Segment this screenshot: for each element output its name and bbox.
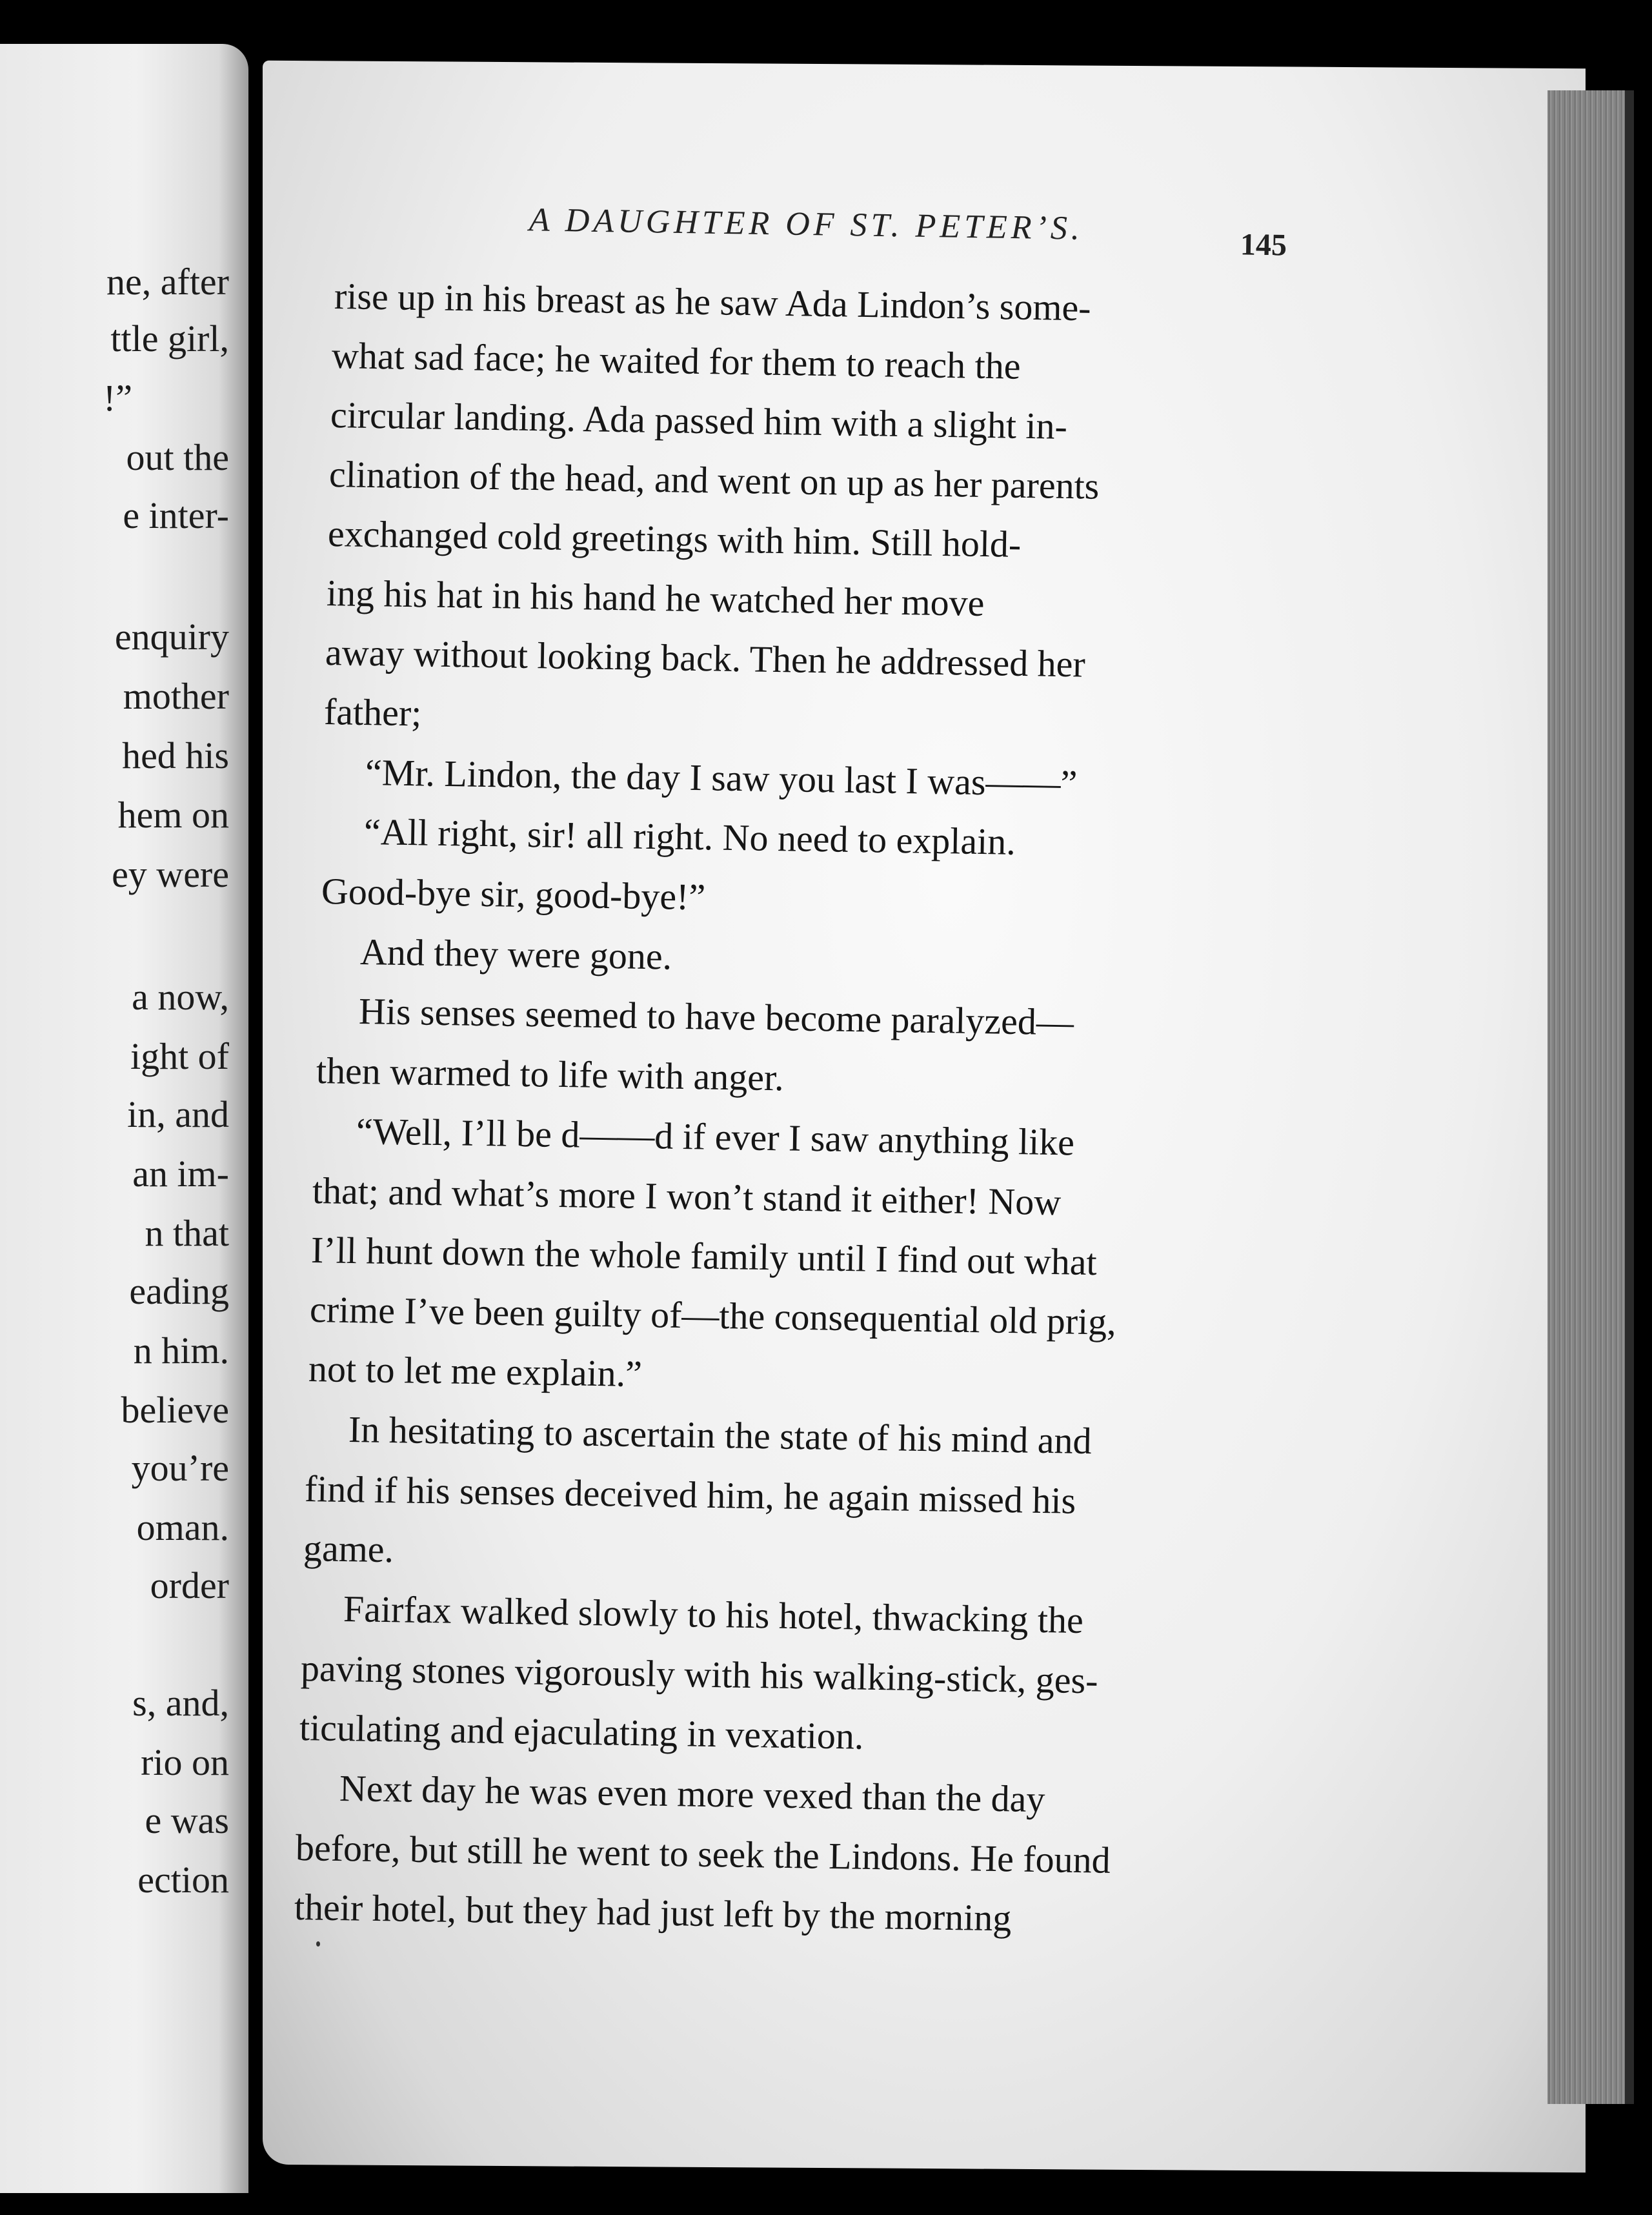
book-gutter [248, 39, 263, 2169]
left-page-line: a now, [132, 976, 229, 1018]
left-page-line: eading [129, 1270, 229, 1312]
body-line: His senses seemed to have become paralyzed— [358, 990, 1074, 1044]
body-line: before, but still he went to seek the Lindons. He found [295, 1826, 1111, 1881]
body-line: that; and what’s more I won’t stand it either! Now [312, 1169, 1062, 1224]
body-line: clination of the head, and went on up as her parents [328, 453, 1100, 507]
body-line: crime I’ve been guilty of—the consequential old prig, [309, 1288, 1117, 1343]
body-line: what sad face; he waited for them to reach the [331, 334, 1022, 387]
body-line: father; [323, 691, 422, 734]
left-page-line: oman. [136, 1506, 229, 1548]
body-line: And they were gone. [359, 931, 672, 978]
body-line: exchanged cold greetings with him. Still hold- [327, 512, 1022, 565]
body-line: circular landing. Ada passed him with a slight in- [330, 394, 1068, 447]
body-line: their hotel, but they had just left by the morning [294, 1886, 1012, 1939]
body-line: find if his senses deceived him, he again missed his [304, 1468, 1076, 1522]
body-line: Next day he was even more vexed than the day [339, 1767, 1045, 1821]
left-page-line: rio on [141, 1741, 229, 1783]
left-page-line: s, and, [132, 1682, 229, 1724]
left-page-line: ight of [130, 1035, 229, 1077]
left-page-line: !” [103, 377, 132, 419]
body-line: ticulating and ejaculating in vexation. [299, 1706, 864, 1757]
left-page-line: in, and [127, 1093, 229, 1135]
body-line: paving stones vigorously with his walking-stick, ges- [300, 1647, 1098, 1702]
left-page-line: e inter- [123, 494, 229, 536]
left-page-line: believe [121, 1389, 229, 1431]
body-line: I’ll hunt down the whole family until I find out what [310, 1229, 1098, 1284]
page-number: 145 [1240, 227, 1287, 263]
body-line: game. [303, 1527, 394, 1571]
body-line: away without looking back. Then he addressed her [325, 631, 1086, 685]
left-page-line: n him. [133, 1330, 229, 1371]
left-page-line: hem on [117, 794, 229, 836]
left-page-line: an im- [132, 1153, 229, 1195]
left-page [0, 44, 248, 2193]
body-line: “All right, sir! all right. No need to explain. [363, 811, 1016, 863]
body-line: “Well, I’ll be d——d if ever I saw anything like [356, 1110, 1075, 1164]
running-head: A DAUGHTER OF ST. PETER’S. [529, 201, 1084, 247]
ink-speck [316, 1941, 320, 1947]
left-page-line: ection [137, 1859, 229, 1901]
left-page-line: out the [126, 436, 229, 478]
left-page-line: you’re [131, 1447, 229, 1489]
left-page-line: ne, after [106, 261, 229, 303]
left-page-line: mother [123, 675, 229, 717]
body-line: Good-bye sir, good-bye!” [321, 870, 706, 918]
body-line: Fairfax walked slowly to his hotel, thwacking the [343, 1588, 1084, 1642]
left-page-line: ttle girl, [110, 318, 229, 359]
body-line: In hesitating to ascertain the state of his mind and [348, 1408, 1093, 1462]
body-line: “Mr. Lindon, the day I saw you last I was——” [365, 751, 1078, 805]
left-page-line: e was [145, 1799, 229, 1841]
left-page-line: ey were [112, 853, 229, 895]
body-line: then warmed to life with anger. [316, 1049, 785, 1099]
left-page-line: order [150, 1564, 229, 1606]
body-line: ing his hat in his hand he watched her move [326, 572, 985, 625]
left-page-line: n that [145, 1212, 229, 1254]
left-page-line: hed his [122, 734, 229, 776]
body-line: rise up in his breast as he saw Ada Lindon’s some- [334, 275, 1092, 329]
left-page-line: enquiry [114, 616, 229, 658]
page-edge [1547, 90, 1625, 2104]
body-line: not to let me explain.” [308, 1348, 643, 1395]
